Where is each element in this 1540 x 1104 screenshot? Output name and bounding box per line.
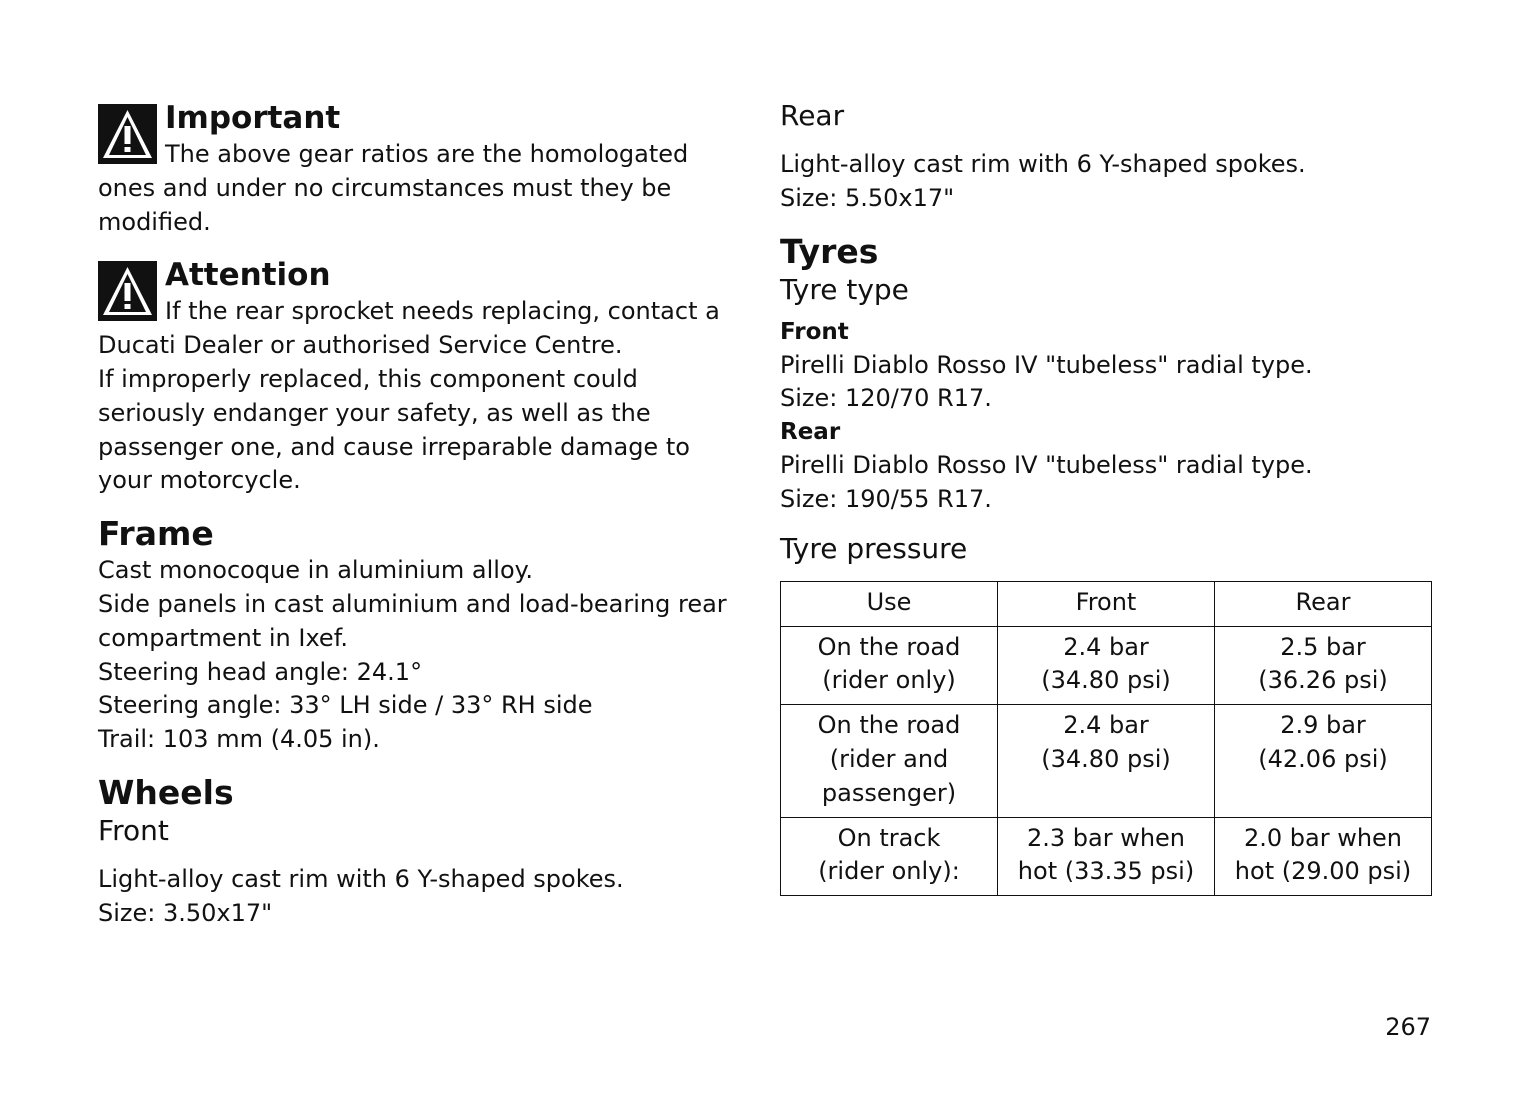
wheels-front-line-2: Size: 3.50x17" <box>98 898 273 927</box>
warning-triangle-icon <box>98 104 157 164</box>
table-cell-front <box>998 705 1215 817</box>
tyre-pressure-table <box>780 581 1432 896</box>
cell-line: 2.4 bar <box>1063 711 1149 740</box>
frame-line-5: Trail: 103 mm (4.05 in). <box>98 725 380 754</box>
table-cell-use <box>781 705 998 817</box>
cell-line: (rider only) <box>822 666 956 695</box>
header-use: Use <box>781 581 998 626</box>
table-cell-front <box>998 626 1215 705</box>
cell-line: 2.9 bar <box>1280 711 1366 740</box>
tyre-pressure-title: Tyre pressure <box>780 531 968 565</box>
cell-line: (34.80 psi) <box>1041 666 1171 695</box>
warning-triangle-icon <box>98 261 157 321</box>
attention-text-1: If the rear sprocket needs replacing, contact a Ducati Dealer or authorised Service Centre. <box>98 297 720 360</box>
table-header-row <box>781 581 1432 626</box>
cell-line: (36.26 psi) <box>1258 666 1388 695</box>
important-notice <box>98 98 748 239</box>
cell-line: On track <box>837 823 941 852</box>
tyre-rear-line-1: Pirelli Diablo Rosso IV "tubeless" radial type. <box>780 451 1313 480</box>
cell-line: (34.80 psi) <box>1041 744 1171 773</box>
table-cell-use <box>781 626 998 705</box>
important-text: The above gear ratios are the homologated ones and under no circumstances must they be modified. <box>98 140 689 236</box>
tyre-front-line-1: Pirelli Diablo Rosso IV "tubeless" radial type. <box>780 350 1313 379</box>
left-column <box>98 98 748 931</box>
table-row <box>781 626 1432 705</box>
tyre-type-title: Tyre type <box>780 272 909 306</box>
wheels-front-line-1: Light-alloy cast rim with 6 Y-shaped spokes. <box>98 864 624 893</box>
cell-line: hot (33.35 psi) <box>1017 857 1195 886</box>
right-column <box>780 98 1432 896</box>
cell-line: 2.3 bar when <box>1026 823 1186 852</box>
table-row <box>781 817 1432 896</box>
tyre-rear-line-2: Size: 190/55 R17. <box>780 484 992 513</box>
wheels-heading: Wheels <box>98 772 234 812</box>
frame-line-2: Side panels in cast aluminium and load-bearing rear compartment in Ixef. <box>98 589 727 652</box>
cell-line: On the road <box>817 711 961 740</box>
frame-line-1: Cast monocoque in aluminium alloy. <box>98 556 534 585</box>
frame-line-4: Steering angle: 33° LH side / 33° RH side <box>98 691 593 720</box>
table-cell-front <box>998 817 1215 896</box>
tyre-rear-label: Rear <box>780 419 841 446</box>
wheels-rear-title: Rear <box>780 99 845 132</box>
header-rear: Rear <box>1215 581 1432 626</box>
tyres-heading: Tyres <box>780 231 879 271</box>
wheels-rear-line-2: Size: 5.50x17" <box>780 183 955 212</box>
wheels-rear-line-1: Light-alloy cast rim with 6 Y-shaped spokes. <box>780 150 1306 178</box>
cell-line: (rider and <box>829 744 949 773</box>
cell-line: 2.5 bar <box>1280 632 1366 661</box>
frame-line-3: Steering head angle: 24.1° <box>98 657 423 686</box>
table-cell-use <box>781 817 998 896</box>
header-front: Front <box>998 581 1215 626</box>
table-row <box>781 705 1432 817</box>
table-cell-rear <box>1215 705 1432 817</box>
cell-line: 2.0 bar when <box>1243 823 1403 852</box>
important-title: Important <box>165 100 341 136</box>
table-cell-rear <box>1215 626 1432 705</box>
tyre-front-line-2: Size: 120/70 R17. <box>780 384 992 413</box>
attention-notice <box>98 255 748 498</box>
tyre-front-label: Front <box>780 318 849 345</box>
attention-title: Attention <box>165 257 331 294</box>
frame-heading: Frame <box>98 514 214 554</box>
cell-line: (42.06 psi) <box>1258 744 1388 773</box>
cell-line: On the road <box>817 632 961 661</box>
cell-line: 2.4 bar <box>1063 632 1149 661</box>
cell-line: hot (29.00 psi) <box>1234 857 1412 886</box>
attention-text-2: If improperly replaced, this component could seriously endanger your safety, as well as the passenger one, and cause irreparable damage to your motorcycle. <box>98 364 690 495</box>
wheels-front-title: Front <box>98 813 169 847</box>
page-number: 267 <box>1385 1013 1431 1041</box>
table-cell-rear <box>1215 817 1432 896</box>
cell-line: passenger) <box>821 778 957 807</box>
cell-line: (rider only): <box>818 857 960 886</box>
